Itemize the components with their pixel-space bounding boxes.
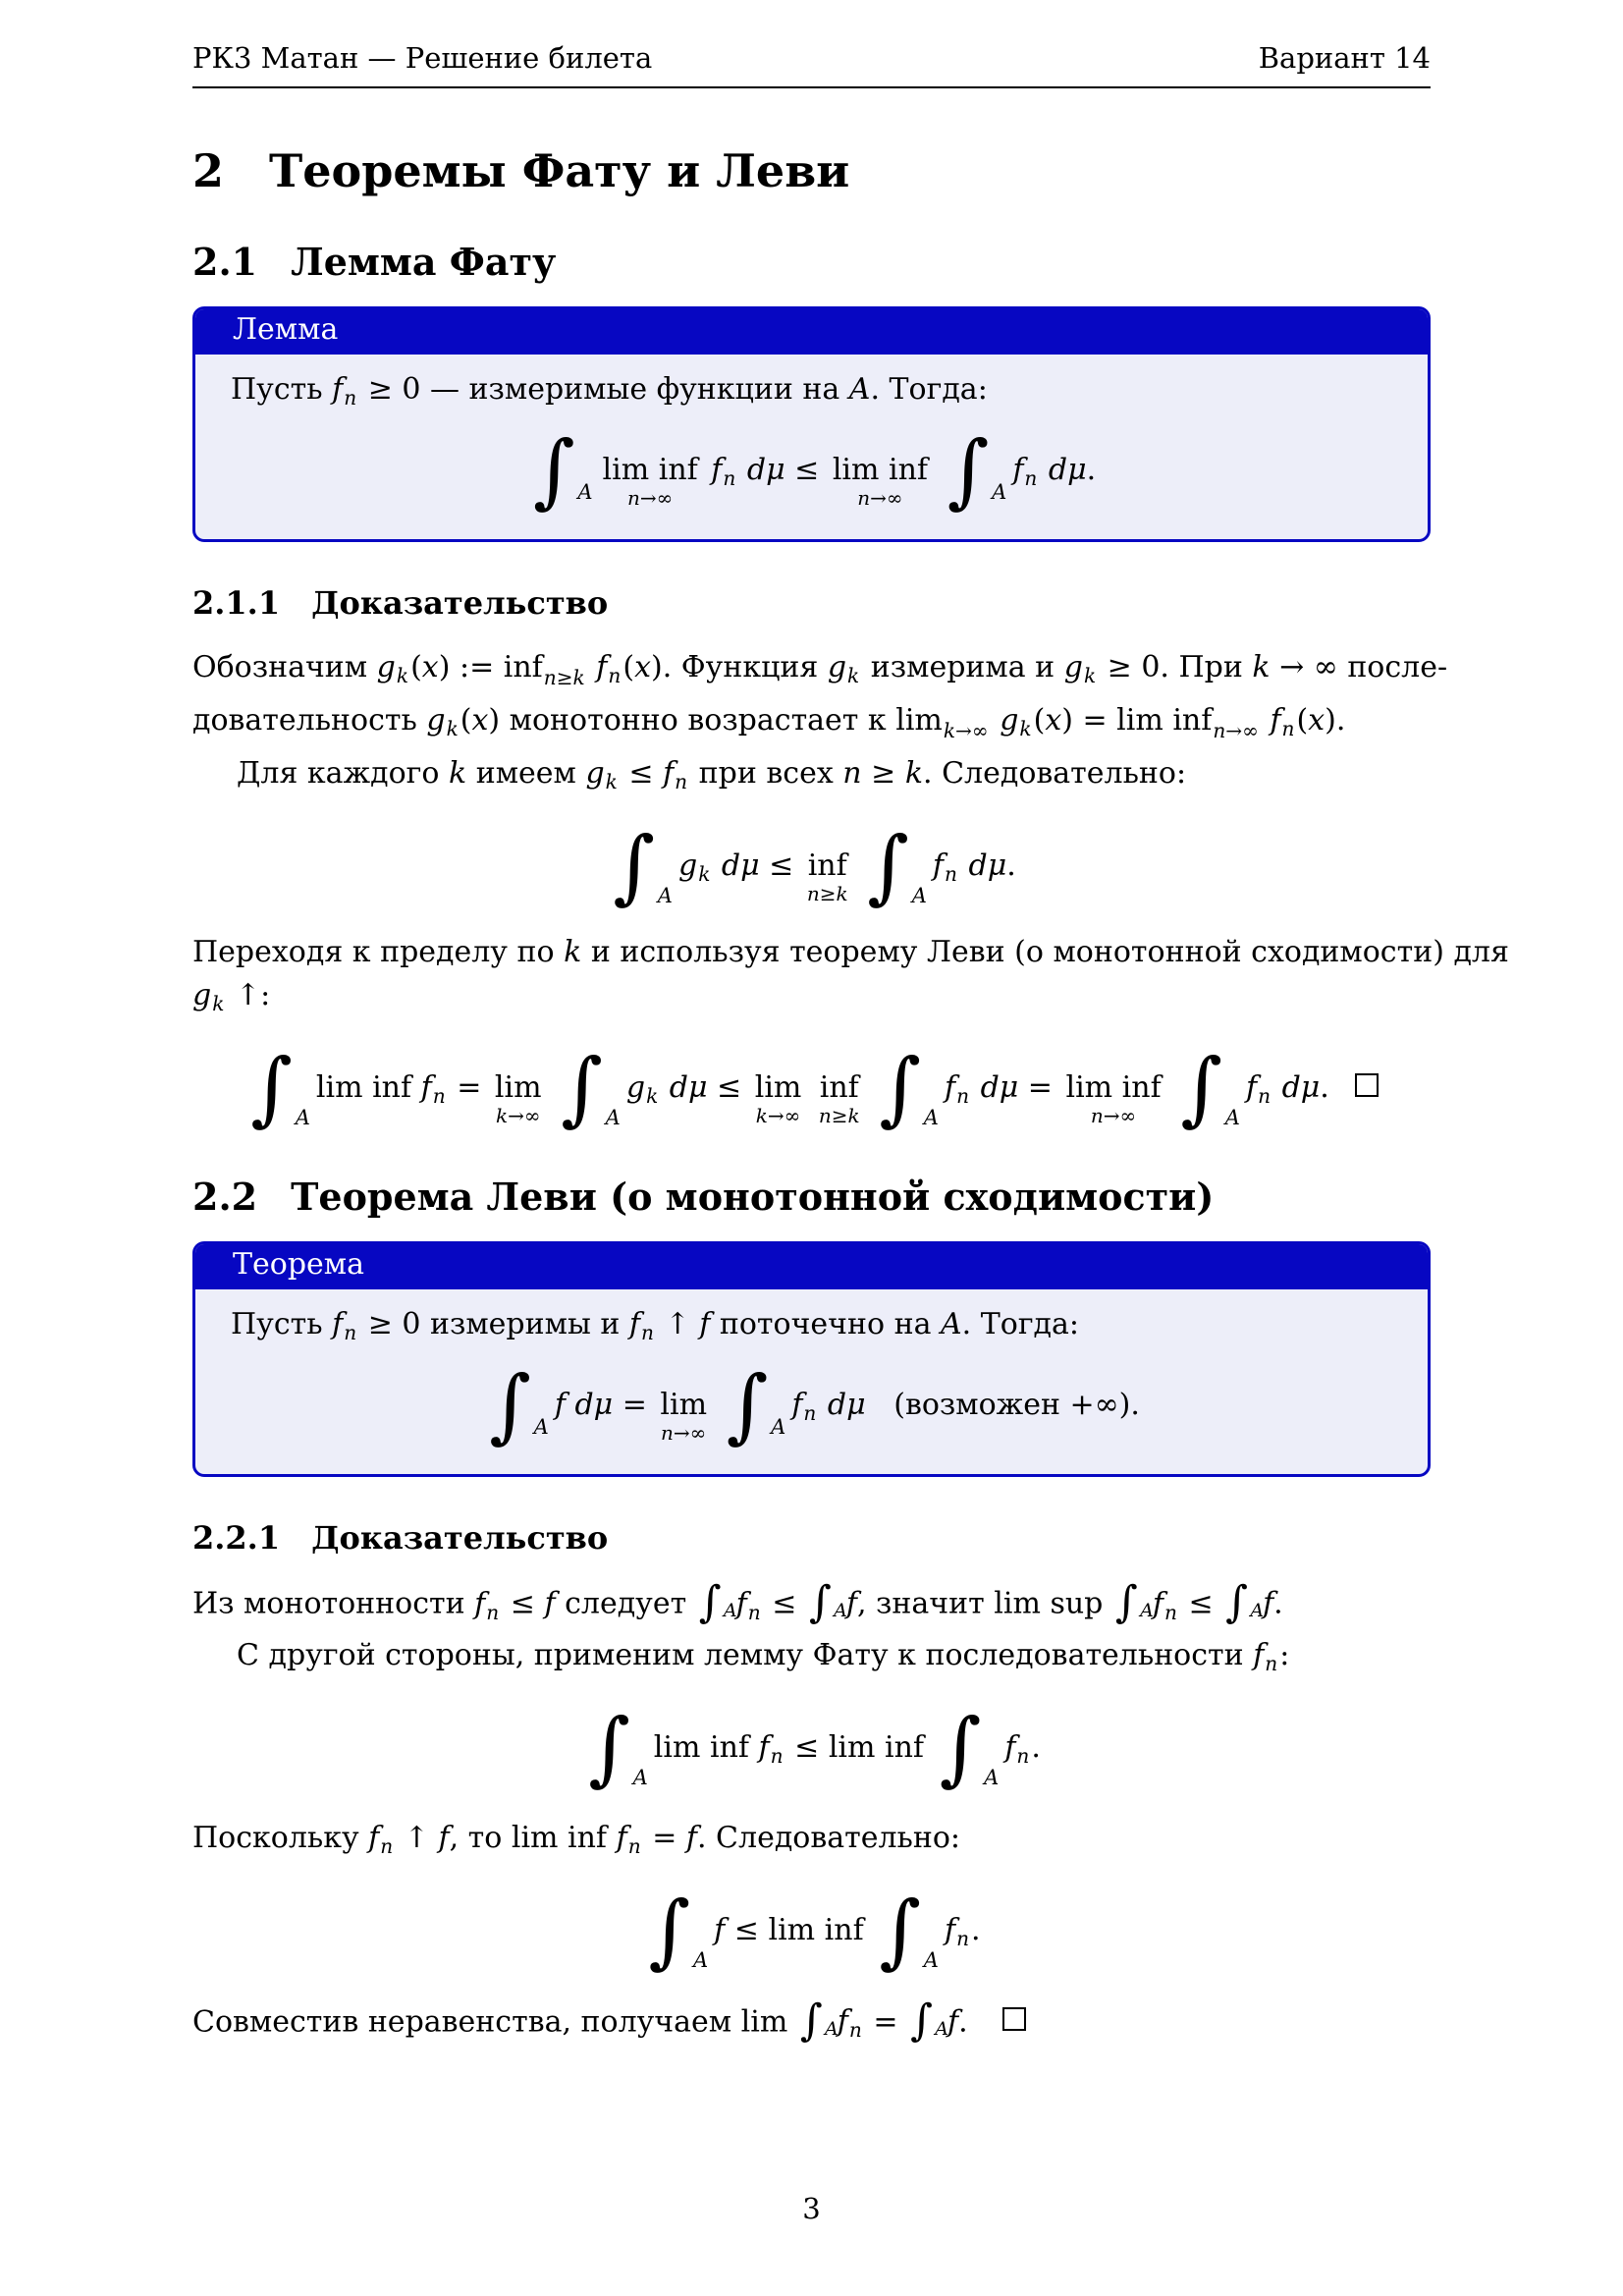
lemma-box	[192, 306, 1431, 542]
limit-operator: inf n≥k	[806, 848, 848, 906]
subsection-number: 2.1	[192, 240, 258, 284]
theorem-box-body	[195, 1289, 1428, 1474]
proof2-paragraph-3	[192, 1995, 1431, 2052]
integral-sign: ∫ A	[698, 1577, 737, 1628]
limit-operator: lim n→∞	[660, 1388, 708, 1446]
lemma-box-title: Лемма	[233, 312, 339, 347]
proof2-formula-2: ∫ A f ≤ lim inf ∫ A $f_n$.	[648, 1884, 981, 1978]
header-left-text: РК3 Матан — Решение билета	[192, 41, 653, 75]
qed-square	[1002, 2007, 1026, 2031]
proof2-formula-1: ∫ A lim inf $f_n \le \lim$ inf ∫ A $f_n$.	[588, 1701, 1041, 1795]
proof1-formula-2: ∫ A lim inf $f_n$ = lim k→∞ ∫ A $g_k$ dμ ≤ lim k→∞ inf n≥k ∫ A $f_n$ dμ = lim inf n→∞ ∫ A $f_n$ dμ.	[192, 1049, 1431, 1129]
paragraph-line: $g_k$ ↑:	[192, 978, 271, 1016]
integral-sign: ∫ A	[561, 1042, 621, 1136]
page-header	[192, 0, 1431, 88]
subsubsection-heading-211	[192, 584, 1431, 623]
qed-square	[1355, 1073, 1379, 1097]
paragraph-line: Обозначим $g_k(x)$ := inf$_{n\ge k}$ $f_n(x)$. Функция $g_k$ измерима и $g_k \ge 0$. При k → ∞ после-	[192, 650, 1448, 690]
subsection-heading-22	[192, 1175, 1431, 1220]
subsubsection-title: Доказательство	[311, 584, 609, 623]
limit-operator: lim inf n→∞	[602, 453, 698, 511]
integral-sign: ∫ A	[250, 1042, 310, 1136]
lemma-intro: Пусть $f_n \ge 0$ — измеримые функции на A. Тогда:	[231, 372, 988, 410]
limit-operator: inf n≥k	[818, 1070, 860, 1128]
lemma-formula: ∫ A lim inf n→∞ $f_n$ dμ ≤ lim inf n→∞ ∫ A $f_n$ dμ.	[532, 424, 1097, 519]
paragraph-line: Для каждого k имеем $g_k \le f_n$ при всех n ≥ k. Следовательно:	[237, 756, 1187, 794]
subsection-title: Лемма Фату	[291, 240, 557, 284]
lemma-box-body	[195, 355, 1428, 539]
integral-sign: ∫ A	[1225, 1577, 1265, 1628]
integral-sign: ∫ A	[532, 424, 593, 519]
lemma-box-title-bar	[195, 309, 1428, 355]
integral-sign: ∫ A	[947, 424, 1007, 519]
integral-sign: ∫ A	[648, 1884, 709, 1978]
subsection-title: Теорема Леви (о монотонной сходимости)	[291, 1175, 1215, 1220]
paragraph-line: довательность $g_k(x)$ монотонно возрастает к $\lim_{k\to\infty} g_k(x) = \lim inf_{n\to\infty}$ $f_n(x)$.	[192, 703, 1346, 743]
integral-sign: ∫ A	[879, 1042, 939, 1136]
section-heading	[192, 144, 1431, 197]
subsubsection-number: 2.2.1	[192, 1519, 281, 1558]
subsubsection-number: 2.1.1	[192, 584, 281, 623]
limit-operator: lim inf n→∞	[832, 453, 929, 511]
integral-sign: ∫ A	[489, 1359, 549, 1453]
paragraph-line: С другой стороны, применим лемму Фату к последовательности $f_n$:	[237, 1637, 1290, 1675]
theorem-intro: Пусть $f_n \ge 0$ измеримы и $f_n$ ↑ f поточечно на A. Тогда:	[231, 1307, 1079, 1345]
integral-sign: ∫ A	[910, 1995, 948, 2046]
section-number: 2	[192, 144, 225, 197]
proof1-formula-1: ∫ A $g_k$ dμ ≤ inf n≥k ∫ A $f_n$ dμ.	[613, 820, 1016, 914]
proof2-paragraph-2	[192, 1817, 1431, 1868]
integral-sign: ∫ A	[867, 820, 927, 914]
theorem-formula: ∫ A f dμ = lim n→∞ ∫ A $f_n$ dμ (возможен +∞).	[489, 1359, 1140, 1453]
theorem-box-title: Теорема	[233, 1247, 365, 1283]
integral-sign: ∫ A	[613, 820, 673, 914]
proof1-paragraph-1	[192, 646, 1448, 803]
paragraph-line: Переходя к пределу по k и используя теорему Леви (о монотонной сходимости) для	[192, 935, 1509, 970]
integral-sign: ∫ A	[879, 1884, 939, 1978]
integral-sign: ∫ A	[808, 1577, 847, 1628]
paragraph-line: Из монотонности $f_n \le f$ следует ∫ A $f_n$ ≤ ∫ A f, значит lim sup ∫ A $f_n$ ≤ ∫ A f.	[192, 1577, 1283, 1628]
limit-operator: lim k→∞	[754, 1070, 802, 1128]
paragraph-line: Совместив неравенства, получаем lim ∫ A $f_n$ = ∫ A f.	[192, 1999, 1431, 2052]
limit-operator: lim inf n→∞	[1065, 1070, 1162, 1128]
theorem-box	[192, 1241, 1431, 1477]
integral-sign: ∫ A	[939, 1701, 1000, 1795]
proof1-paragraph-2	[192, 931, 1509, 1025]
subsection-number: 2.2	[192, 1175, 258, 1220]
page-number: 3	[802, 2192, 821, 2225]
integral-sign: ∫ A	[1180, 1042, 1240, 1136]
header-right-text: Вариант 14	[1258, 41, 1431, 75]
section-title: Теоремы Фату и Леви	[269, 144, 850, 197]
page-footer	[0, 2192, 1623, 2225]
proof2-paragraph-1	[192, 1577, 1431, 1685]
integral-sign: ∫ A	[726, 1359, 786, 1453]
paragraph-line: Поскольку $f_n$ ↑ f, то lim inf $f_n = f$. Следовательно:	[192, 1820, 961, 1858]
subsubsection-title: Доказательство	[311, 1519, 609, 1558]
integral-sign: ∫ A	[588, 1701, 648, 1795]
integral-sign: ∫ A	[1114, 1577, 1154, 1628]
subsection-heading-21	[192, 240, 1431, 284]
theorem-box-title-bar	[195, 1244, 1428, 1289]
limit-operator: lim k→∞	[494, 1070, 542, 1128]
subsubsection-heading-221	[192, 1519, 1431, 1558]
integral-sign: ∫ A	[799, 1995, 839, 2046]
